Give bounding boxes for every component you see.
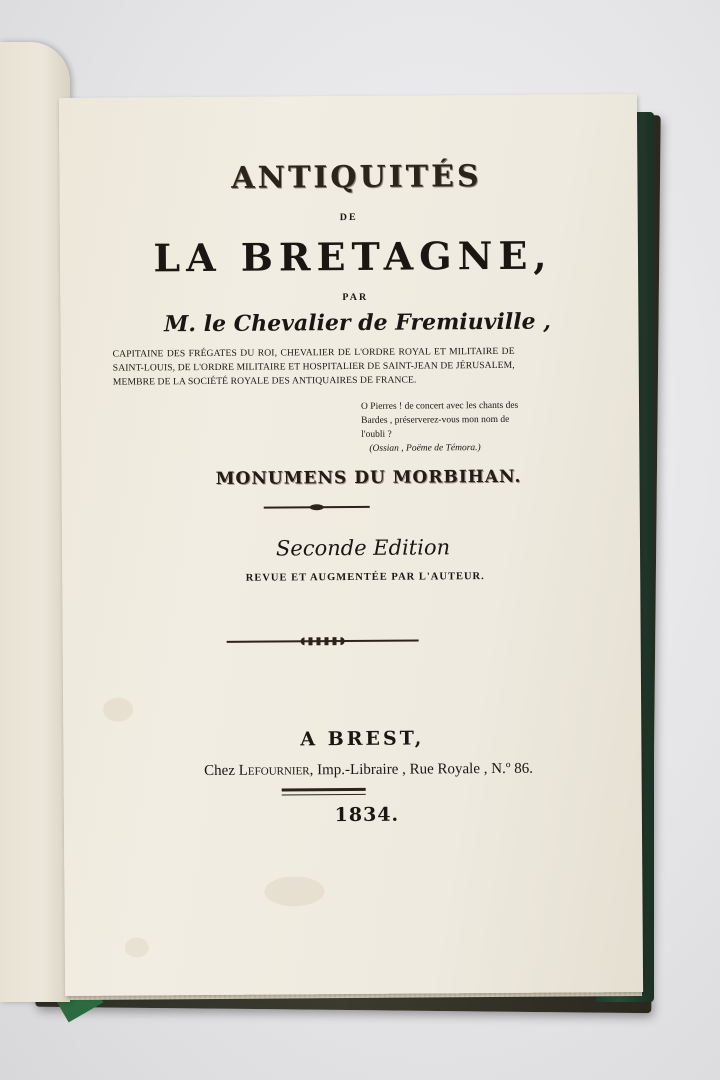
imprint-printer [80,760,658,781]
title-par: PAR [342,291,369,304]
decorative-ornament [227,640,419,643]
title-de: DE [339,211,358,224]
revision-note: REVUE ET AUGMENTÉE PAR L'AUTEUR. [245,571,485,584]
double-rule-top [282,788,366,792]
author-name: M. le Chevalier de Fremiuville , [163,308,551,338]
epigraph-text: O Pierres ! de concert avec les chants des Bardes , préserverez-vous mon nom de l'oubli ? [361,400,519,440]
imprint-city: A BREST, [300,727,425,751]
double-rule-bottom [282,794,366,796]
subtitle-monumens: MONUMENS DU MORBIHAN. [215,466,522,489]
title-antiquites: ANTIQUITÉS [231,159,482,196]
edition-label: Seconde Edition [275,535,451,561]
author-qualifications: CAPITAINE DES FRÉGATES DU ROI, CHEVALIER DE L'ORDRE ROYAL ET MILITAIRE DE SAINT-LOUIS, DE L'ORDRE MILITAIRE ET HOSPITALIER DE SAINT-JEAN DE JÉRUSALEM, MEMBRE DE LA SOCIÉTÉ ROYALE DES ANTIQUAIRES DE FRANCE. [112,345,515,388]
epigraph-citation: (Ossian , Poëme de Témora.) [369,443,481,454]
imprint-year: 1834. [334,803,400,827]
title-la-bretagne: LA BRETAGNE, [153,232,553,281]
foxing-spot [264,876,324,906]
foxing-spot [125,937,149,957]
title-page [59,94,643,996]
printer-address: , Imp.-Libraire , Rue Royale , N.º 86. [309,760,534,779]
foxing-spot [103,698,133,722]
printer-name: Lefournier [238,762,310,779]
epigraph [361,399,521,456]
ornamental-rule [264,506,370,509]
printer-prefix: Chez [204,762,236,780]
